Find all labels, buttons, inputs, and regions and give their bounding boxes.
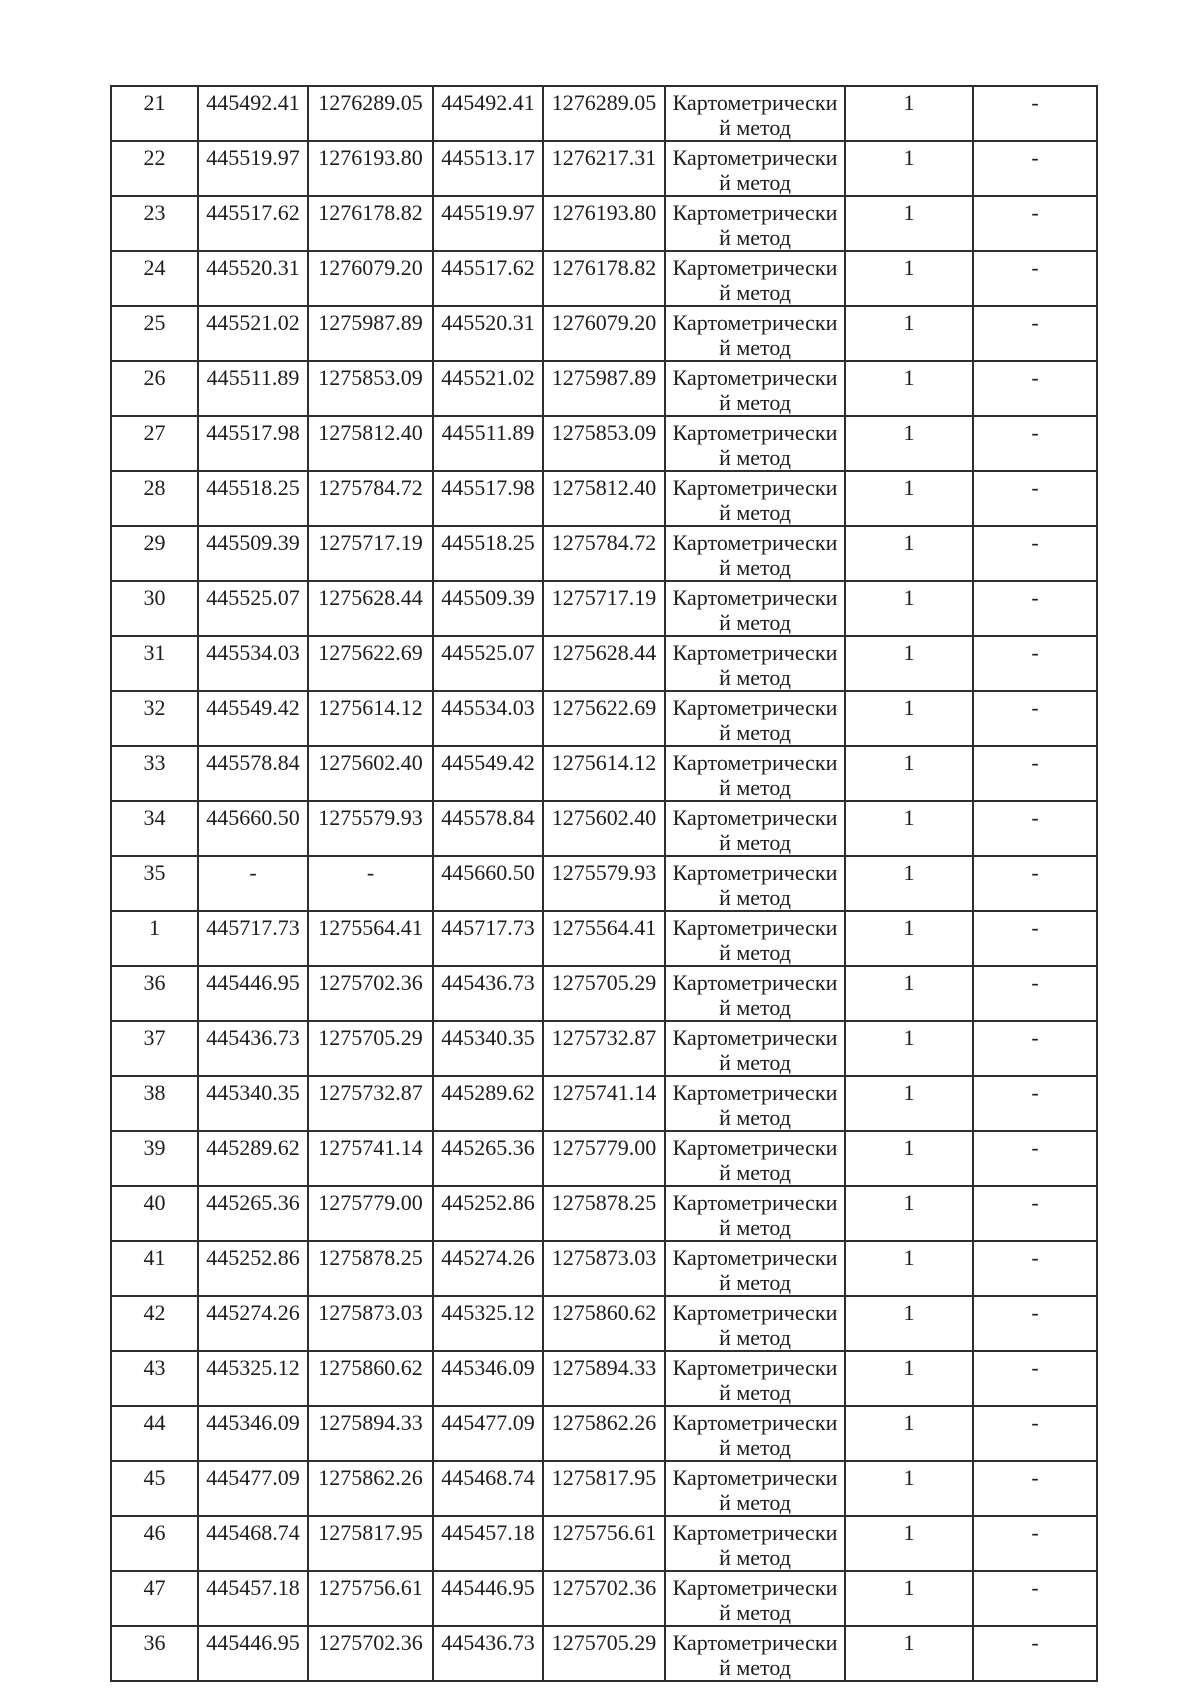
table-row (111, 471, 1097, 526)
cell-specified-y: 1275894.33 (543, 1351, 665, 1406)
table-row (111, 1241, 1097, 1296)
cell-specified-y: 1275862.26 (543, 1406, 665, 1461)
cell-point-number: 32 (111, 691, 198, 746)
cell-existing-x: 445446.95 (198, 1626, 308, 1681)
cell-point-number: 28 (111, 471, 198, 526)
cell-point-number: 41 (111, 1241, 198, 1296)
cell-specified-x: 445513.17 (433, 141, 543, 196)
table-row (111, 746, 1097, 801)
cell-point-number: 40 (111, 1186, 198, 1241)
cell-existing-x: 445492.41 (198, 86, 308, 141)
cell-existing-y: - (308, 856, 433, 911)
cell-specified-y: 1275817.95 (543, 1461, 665, 1516)
cell-method: Картометрический метод (665, 1571, 845, 1626)
cell-specified-x: 445517.62 (433, 251, 543, 306)
cell-note: - (973, 1406, 1097, 1461)
cell-note: - (973, 1571, 1097, 1626)
cell-note: - (973, 746, 1097, 801)
cell-precision: 1 (845, 1186, 973, 1241)
cell-specified-y: 1276217.31 (543, 141, 665, 196)
cell-note: - (973, 196, 1097, 251)
cell-existing-x: 445446.95 (198, 966, 308, 1021)
cell-specified-y: 1275602.40 (543, 801, 665, 856)
cell-method: Картометрический метод (665, 306, 845, 361)
table-row (111, 526, 1097, 581)
cell-existing-x: 445520.31 (198, 251, 308, 306)
cell-point-number: 43 (111, 1351, 198, 1406)
cell-specified-y: 1275878.25 (543, 1186, 665, 1241)
table-row (111, 1021, 1097, 1076)
cell-existing-y: 1275817.95 (308, 1516, 433, 1571)
cell-specified-y: 1276178.82 (543, 251, 665, 306)
cell-precision: 1 (845, 1131, 973, 1186)
coordinates-table-body (111, 86, 1097, 1681)
cell-specified-x: 445717.73 (433, 911, 543, 966)
cell-existing-y: 1275812.40 (308, 416, 433, 471)
cell-existing-y: 1275987.89 (308, 306, 433, 361)
cell-note: - (973, 1021, 1097, 1076)
cell-specified-y: 1275779.00 (543, 1131, 665, 1186)
cell-specified-x: 445436.73 (433, 1626, 543, 1681)
cell-precision: 1 (845, 1021, 973, 1076)
cell-precision: 1 (845, 1241, 973, 1296)
cell-point-number: 46 (111, 1516, 198, 1571)
cell-specified-x: 445518.25 (433, 526, 543, 581)
cell-specified-x: 445521.02 (433, 361, 543, 416)
cell-point-number: 35 (111, 856, 198, 911)
cell-existing-x: 445521.02 (198, 306, 308, 361)
cell-precision: 1 (845, 526, 973, 581)
cell-method: Картометрический метод (665, 1296, 845, 1351)
cell-existing-x: 445325.12 (198, 1351, 308, 1406)
cell-note: - (973, 1186, 1097, 1241)
cell-precision: 1 (845, 636, 973, 691)
cell-precision: 1 (845, 691, 973, 746)
cell-point-number: 42 (111, 1296, 198, 1351)
cell-specified-x: 445436.73 (433, 966, 543, 1021)
table-row (111, 1406, 1097, 1461)
cell-method: Картометрический метод (665, 1131, 845, 1186)
cell-specified-x: 445549.42 (433, 746, 543, 801)
cell-precision: 1 (845, 1571, 973, 1626)
cell-specified-y: 1275860.62 (543, 1296, 665, 1351)
cell-existing-y: 1276079.20 (308, 251, 433, 306)
cell-point-number: 45 (111, 1461, 198, 1516)
cell-point-number: 37 (111, 1021, 198, 1076)
cell-existing-x: 445549.42 (198, 691, 308, 746)
cell-precision: 1 (845, 1351, 973, 1406)
table-row (111, 1626, 1097, 1681)
table-row (111, 1186, 1097, 1241)
cell-note: - (973, 416, 1097, 471)
cell-specified-x: 445520.31 (433, 306, 543, 361)
cell-note: - (973, 636, 1097, 691)
cell-note: - (973, 1461, 1097, 1516)
cell-note: - (973, 306, 1097, 361)
cell-specified-y: 1275564.41 (543, 911, 665, 966)
cell-note: - (973, 581, 1097, 636)
cell-point-number: 33 (111, 746, 198, 801)
cell-existing-x: 445525.07 (198, 581, 308, 636)
cell-precision: 1 (845, 581, 973, 636)
cell-specified-x: 445289.62 (433, 1076, 543, 1131)
cell-specified-y: 1275622.69 (543, 691, 665, 746)
cell-note: - (973, 526, 1097, 581)
cell-precision: 1 (845, 1076, 973, 1131)
cell-existing-y: 1276178.82 (308, 196, 433, 251)
cell-precision: 1 (845, 361, 973, 416)
cell-note: - (973, 1131, 1097, 1186)
cell-method: Картометрический метод (665, 1186, 845, 1241)
cell-existing-x: 445578.84 (198, 746, 308, 801)
cell-note: - (973, 1626, 1097, 1681)
cell-existing-x: 445289.62 (198, 1131, 308, 1186)
cell-point-number: 22 (111, 141, 198, 196)
cell-existing-y: 1275614.12 (308, 691, 433, 746)
cell-specified-y: 1275741.14 (543, 1076, 665, 1131)
cell-specified-x: 445457.18 (433, 1516, 543, 1571)
cell-point-number: 47 (111, 1571, 198, 1626)
cell-existing-y: 1275894.33 (308, 1406, 433, 1461)
cell-method: Картометрический метод (665, 1461, 845, 1516)
cell-precision: 1 (845, 1461, 973, 1516)
table-row (111, 1351, 1097, 1406)
cell-specified-y: 1276079.20 (543, 306, 665, 361)
cell-point-number: 24 (111, 251, 198, 306)
cell-existing-x: 445468.74 (198, 1516, 308, 1571)
cell-point-number: 36 (111, 1626, 198, 1681)
cell-existing-x: 445660.50 (198, 801, 308, 856)
cell-precision: 1 (845, 966, 973, 1021)
cell-point-number: 34 (111, 801, 198, 856)
cell-method: Картометрический метод (665, 1351, 845, 1406)
cell-note: - (973, 966, 1097, 1021)
cell-method: Картометрический метод (665, 636, 845, 691)
cell-precision: 1 (845, 1516, 973, 1571)
cell-note: - (973, 1241, 1097, 1296)
cell-existing-y: 1275717.19 (308, 526, 433, 581)
table-row (111, 636, 1097, 691)
cell-existing-y: 1275873.03 (308, 1296, 433, 1351)
cell-specified-x: 445517.98 (433, 471, 543, 526)
cell-note: - (973, 1076, 1097, 1131)
cell-precision: 1 (845, 911, 973, 966)
cell-note: - (973, 361, 1097, 416)
cell-method: Картометрический метод (665, 746, 845, 801)
cell-existing-x: 445477.09 (198, 1461, 308, 1516)
cell-precision: 1 (845, 746, 973, 801)
cell-specified-x: 445509.39 (433, 581, 543, 636)
cell-existing-x: 445346.09 (198, 1406, 308, 1461)
cell-existing-y: 1275579.93 (308, 801, 433, 856)
cell-existing-x: 445717.73 (198, 911, 308, 966)
table-row (111, 1461, 1097, 1516)
table-row (111, 196, 1097, 251)
cell-specified-x: 445274.26 (433, 1241, 543, 1296)
cell-specified-x: 445492.41 (433, 86, 543, 141)
cell-existing-x: 445274.26 (198, 1296, 308, 1351)
table-row (111, 1571, 1097, 1626)
table-row (111, 86, 1097, 141)
cell-method: Картометрический метод (665, 911, 845, 966)
cell-specified-x: 445660.50 (433, 856, 543, 911)
cell-existing-y: 1275622.69 (308, 636, 433, 691)
table-row (111, 691, 1097, 746)
cell-existing-y: 1275732.87 (308, 1076, 433, 1131)
cell-method: Картометрический метод (665, 526, 845, 581)
cell-precision: 1 (845, 141, 973, 196)
cell-existing-y: 1275705.29 (308, 1021, 433, 1076)
cell-precision: 1 (845, 1626, 973, 1681)
cell-existing-y: 1276193.80 (308, 141, 433, 196)
cell-specified-x: 445265.36 (433, 1131, 543, 1186)
cell-precision: 1 (845, 196, 973, 251)
cell-existing-y: 1275862.26 (308, 1461, 433, 1516)
cell-existing-x: 445517.98 (198, 416, 308, 471)
cell-specified-x: 445346.09 (433, 1351, 543, 1406)
cell-note: - (973, 1296, 1097, 1351)
cell-note: - (973, 801, 1097, 856)
cell-existing-y: 1275602.40 (308, 746, 433, 801)
cell-existing-y: 1275784.72 (308, 471, 433, 526)
cell-existing-y: 1275564.41 (308, 911, 433, 966)
cell-specified-y: 1275853.09 (543, 416, 665, 471)
cell-specified-x: 445511.89 (433, 416, 543, 471)
cell-note: - (973, 471, 1097, 526)
table-row (111, 1296, 1097, 1351)
cell-existing-x: - (198, 856, 308, 911)
cell-specified-y: 1275812.40 (543, 471, 665, 526)
cell-specified-y: 1276193.80 (543, 196, 665, 251)
cell-note: - (973, 691, 1097, 746)
cell-point-number: 30 (111, 581, 198, 636)
table-row (111, 801, 1097, 856)
cell-specified-y: 1275614.12 (543, 746, 665, 801)
cell-point-number: 39 (111, 1131, 198, 1186)
cell-method: Картометрический метод (665, 251, 845, 306)
table-row (111, 306, 1097, 361)
cell-specified-x: 445534.03 (433, 691, 543, 746)
cell-method: Картометрический метод (665, 1076, 845, 1131)
cell-existing-x: 445509.39 (198, 526, 308, 581)
cell-existing-y: 1275702.36 (308, 1626, 433, 1681)
cell-method: Картометрический метод (665, 856, 845, 911)
cell-existing-y: 1275853.09 (308, 361, 433, 416)
cell-existing-y: 1276289.05 (308, 86, 433, 141)
cell-note: - (973, 141, 1097, 196)
cell-point-number: 1 (111, 911, 198, 966)
table-row (111, 911, 1097, 966)
cell-specified-y: 1275756.61 (543, 1516, 665, 1571)
cell-method: Картометрический метод (665, 141, 845, 196)
cell-existing-x: 445534.03 (198, 636, 308, 691)
table-row (111, 966, 1097, 1021)
cell-point-number: 25 (111, 306, 198, 361)
cell-method: Картометрический метод (665, 361, 845, 416)
cell-point-number: 26 (111, 361, 198, 416)
cell-specified-y: 1275987.89 (543, 361, 665, 416)
cell-method: Картометрический метод (665, 801, 845, 856)
cell-specified-y: 1275732.87 (543, 1021, 665, 1076)
cell-specified-y: 1275717.19 (543, 581, 665, 636)
cell-specified-x: 445252.86 (433, 1186, 543, 1241)
cell-existing-y: 1275779.00 (308, 1186, 433, 1241)
cell-point-number: 38 (111, 1076, 198, 1131)
coordinates-table (110, 85, 1098, 1682)
cell-precision: 1 (845, 416, 973, 471)
cell-method: Картометрический метод (665, 1626, 845, 1681)
cell-note: - (973, 1516, 1097, 1571)
cell-existing-x: 445252.86 (198, 1241, 308, 1296)
cell-existing-x: 445518.25 (198, 471, 308, 526)
cell-note: - (973, 251, 1097, 306)
cell-specified-y: 1275702.36 (543, 1571, 665, 1626)
cell-point-number: 27 (111, 416, 198, 471)
cell-specified-y: 1276289.05 (543, 86, 665, 141)
cell-method: Картометрический метод (665, 416, 845, 471)
cell-specified-y: 1275784.72 (543, 526, 665, 581)
cell-point-number: 23 (111, 196, 198, 251)
cell-specified-x: 445519.97 (433, 196, 543, 251)
cell-existing-y: 1275628.44 (308, 581, 433, 636)
cell-existing-y: 1275756.61 (308, 1571, 433, 1626)
cell-existing-y: 1275878.25 (308, 1241, 433, 1296)
cell-method: Картометрический метод (665, 1021, 845, 1076)
cell-specified-x: 445446.95 (433, 1571, 543, 1626)
cell-specified-x: 445340.35 (433, 1021, 543, 1076)
table-row (111, 361, 1097, 416)
table-row (111, 1131, 1097, 1186)
cell-specified-y: 1275579.93 (543, 856, 665, 911)
cell-precision: 1 (845, 471, 973, 526)
table-row (111, 251, 1097, 306)
cell-precision: 1 (845, 856, 973, 911)
cell-precision: 1 (845, 86, 973, 141)
cell-method: Картометрический метод (665, 1241, 845, 1296)
cell-note: - (973, 856, 1097, 911)
cell-specified-x: 445477.09 (433, 1406, 543, 1461)
cell-point-number: 29 (111, 526, 198, 581)
cell-existing-x: 445265.36 (198, 1186, 308, 1241)
table-row (111, 141, 1097, 196)
cell-method: Картометрический метод (665, 1516, 845, 1571)
cell-method: Картометрический метод (665, 966, 845, 1021)
cell-specified-x: 445578.84 (433, 801, 543, 856)
cell-note: - (973, 86, 1097, 141)
table-row (111, 416, 1097, 471)
cell-method: Картометрический метод (665, 581, 845, 636)
cell-method: Картометрический метод (665, 1406, 845, 1461)
cell-specified-x: 445468.74 (433, 1461, 543, 1516)
cell-precision: 1 (845, 801, 973, 856)
cell-existing-y: 1275741.14 (308, 1131, 433, 1186)
cell-specified-x: 445525.07 (433, 636, 543, 691)
table-row (111, 1076, 1097, 1131)
cell-existing-y: 1275702.36 (308, 966, 433, 1021)
cell-existing-x: 445519.97 (198, 141, 308, 196)
cell-existing-x: 445340.35 (198, 1076, 308, 1131)
cell-note: - (973, 911, 1097, 966)
cell-specified-y: 1275873.03 (543, 1241, 665, 1296)
cell-method: Картометрический метод (665, 196, 845, 251)
cell-existing-x: 445517.62 (198, 196, 308, 251)
cell-point-number: 21 (111, 86, 198, 141)
cell-precision: 1 (845, 1406, 973, 1461)
table-row (111, 581, 1097, 636)
cell-specified-x: 445325.12 (433, 1296, 543, 1351)
cell-method: Картометрический метод (665, 86, 845, 141)
cell-existing-x: 445457.18 (198, 1571, 308, 1626)
cell-existing-y: 1275860.62 (308, 1351, 433, 1406)
table-row (111, 1516, 1097, 1571)
cell-note: - (973, 1351, 1097, 1406)
cell-method: Картометрический метод (665, 471, 845, 526)
cell-specified-y: 1275705.29 (543, 1626, 665, 1681)
cell-method: Картометрический метод (665, 691, 845, 746)
cell-point-number: 31 (111, 636, 198, 691)
cell-precision: 1 (845, 251, 973, 306)
cell-specified-y: 1275628.44 (543, 636, 665, 691)
cell-point-number: 36 (111, 966, 198, 1021)
cell-existing-x: 445436.73 (198, 1021, 308, 1076)
cell-precision: 1 (845, 306, 973, 361)
table-row (111, 856, 1097, 911)
cell-precision: 1 (845, 1296, 973, 1351)
cell-specified-y: 1275705.29 (543, 966, 665, 1021)
cell-existing-x: 445511.89 (198, 361, 308, 416)
cell-point-number: 44 (111, 1406, 198, 1461)
